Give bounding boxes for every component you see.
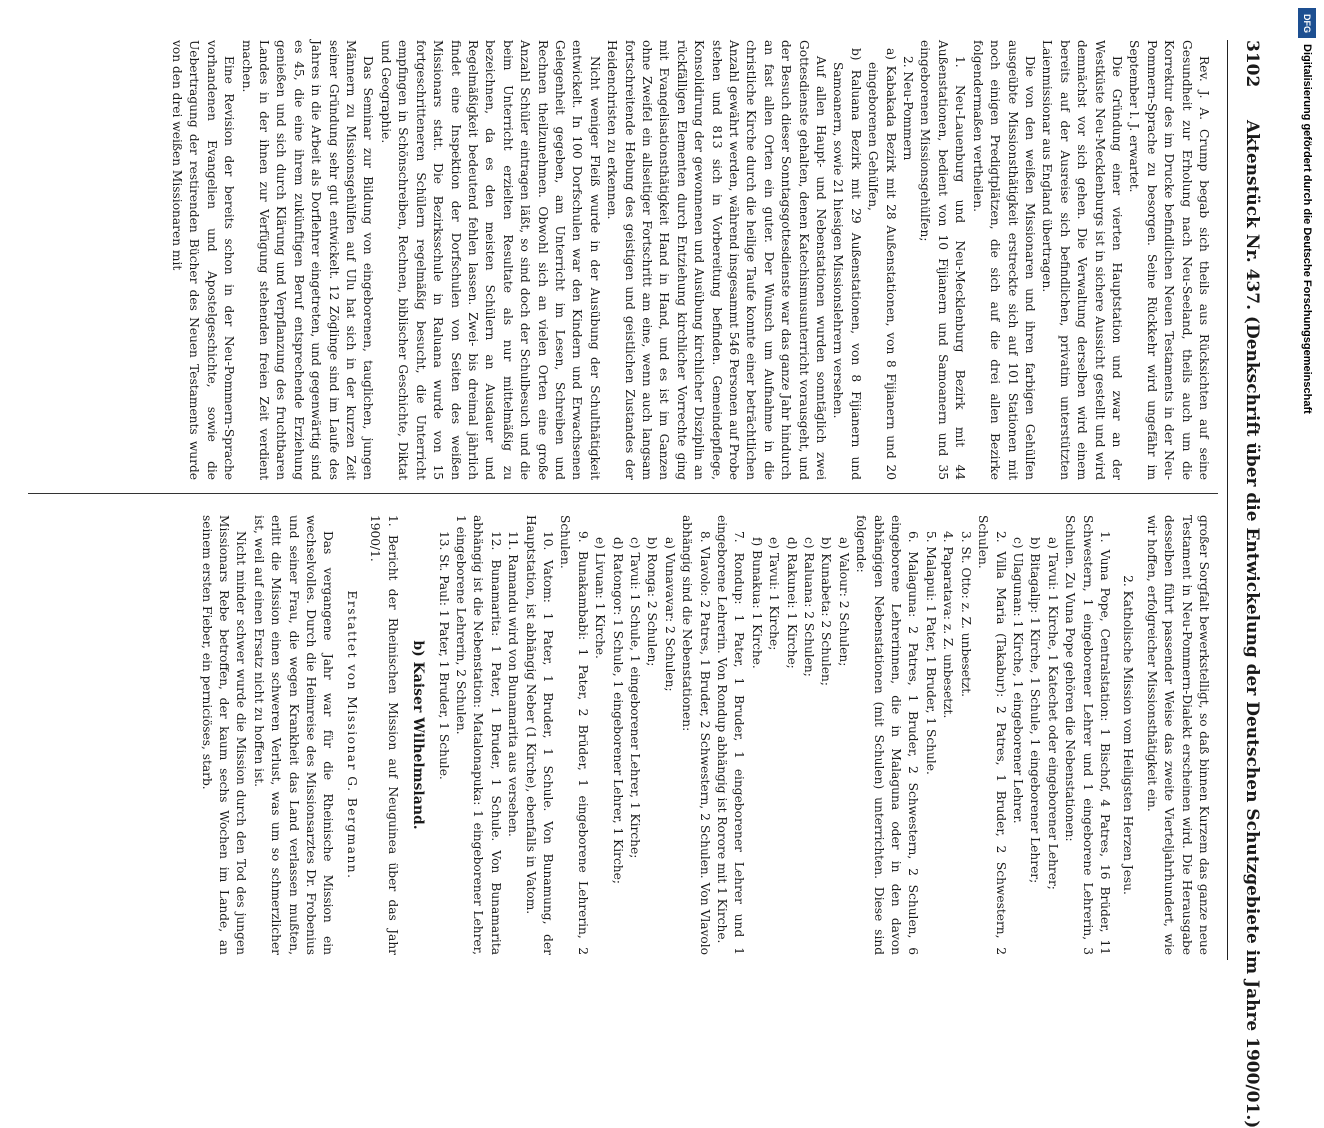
- list-item: 12. Bunamarita: 1 Pater, 1 Bruder, 1 Schule. Von Bunamarita abhängig ist die Nebenstation: Matalonapuka: 1 eingeborener Lehrer, 1 eingeborene Lehrerin, 2 Schulen.: [453, 515, 503, 955]
- paragraph: Die von den weißen Missionaren und ihren farbigen Gehülfen ausgeübte Missionsthätigkeit erstreckte sich auf 101 Stationen mit noch einigen Predigtplätzen, die sich auf die drei allen Bezirke folgendermaßen vertheilen.: [970, 40, 1037, 480]
- paragraph: Eine Revision der bereits schon in der Neu-Pommern-Sprache vorhandenen Evangelien und Apostelgeschichte, sowie die Uebertragung der restirenden Bücher des Neuen Testaments wurde von den drei weißen Missionaren mit: [170, 40, 237, 480]
- paragraph: Das Seminar zur Bildung von eingeborenen, tauglichen, jungen Männern zu Missionsgehülfen auf Ulu hat sich in der kurzen Zeit seiner Gründung sehr gut entwickelt. 12 Zöglinge sind im Laufe des Jahres in die Arbeit als Dorflehrer eingetreten, und gegenwärtig sind es 45, die eine ihrem zukünftigen Beruf entsprechende Erziehung genießen und sich durch Klärung und Verpflanzung des fruchtbaren Landes in der ihnen zur Verfügung stehenden freien Zeit verdient machen.: [239, 40, 376, 480]
- paragraph: Nicht weniger Fleiß wurde in der Ausübung der Schulthätigkeit entwickelt. In 100 Dorfschulen war den Kindern und Erwachsenen Gelegenheit gegeben, am Unterricht im Lesen, Schreiben und Rechnen theilzunehmen. Obwohl sich an vielen Orten eine große Anzahl Schüler eintragen läßt, so sind doch der Schulbesuch und die beim Unterricht erzielten Resultate als nur mittelmäßig zu bezeichnen, da es den meisten Schülern an Ausdauer und Regelmäßigkeit bedeutend fehlen lassen. Zwei- bis dreimal jährlich findet eine Inspektion der Dorfschulen von Seiten des weißen Missionars statt. Die Bezirksschule in Raluana wurde von 15 fortgeschritteneren Schülern regelmäßig besucht, die Unterricht empfingen in Schönschreiben, Rechnen, biblischer Geschichte, Diktat und Geographie.: [378, 40, 602, 480]
- dfg-logo-icon: DFG: [1298, 8, 1316, 38]
- list-item: 6. Malaguna: 2 Patres, 1 Bruder, 2 Schwestern, 2 Schulen, 6 eingeborene Lehrerinnen, die in Malaguna oder in den davon abhängigen Nebenstationen (mit Schulen) unterrichten. Diese sind folgende:: [854, 515, 921, 955]
- list-item: 9. Bunakambabi: 1 Pater, 2 Brüder, 1 eingeborene Lehrerin, 2 Schulen.: [558, 515, 590, 955]
- section-heading: b) Kaiser Wilhelmsland.: [410, 640, 427, 830]
- credit-text: Digitalisierung gefördert durch die Deutsche Forschungsgemeinschaft: [1301, 44, 1313, 414]
- list-item: f) Bunakua: 1 Kirche.: [749, 537, 764, 669]
- page-header: [1228, 40, 1268, 1128]
- list-item: a) Vunavavar: 2 Schulen;: [662, 537, 677, 692]
- paragraph: Das vergangene Jahr war für die Rheinische Mission ein wechselvolles. Durch die Heimreise des Missionsarztes Dr. Frobenius und seiner Frau, die wegen Krankheit das Land verlassen mußten, erlitt die Mission einen schweren Verlust, was um so schmerzlicher ist, weil auf einen Ersatz nicht zu hoffen ist.: [251, 515, 336, 955]
- paragraph: 2. Neu-Pommern: [901, 56, 916, 161]
- list-item: b) Raluana Bezirk mit 29 Außenstationen, von 8 Fijianern und Samoanern, sowie 21 hiesigen Missionslehrern versehen.: [831, 48, 863, 480]
- list-item: 11. Ramandu wird von Bunamarita aus versehen.: [506, 531, 521, 837]
- list-item: c) Raluana: 2 Schulen;: [802, 537, 817, 677]
- list-item: c) Ulagunan: 1 Kirche, 1 eingeborener Lehrer.: [1010, 537, 1025, 824]
- paragraph: 1. Neu-Lauenburg und Neu-Mecklenburg Bezirk mit 44 Außenstationen, bedient von 10 Fijianern und Samoanern und 35 eingeborenen Missionsgehülfen;: [918, 40, 968, 480]
- paragraph: großer Sorgfalt bewerkstelligt, so daß binnen Kurzem das ganze neue Testament in Neu-Pommern-Dialekt erscheinen wird. Die Herausgabe desselben führt passender Weise das zweite Vierteljahrhundert, wie wir hoffen, erfolgreicher Missionsthätigkeit ein.: [1144, 515, 1211, 955]
- list-item: d) Rakunei: 1 Kirche;: [784, 537, 799, 669]
- right-column: [197, 515, 1212, 955]
- column-divider: [28, 493, 1218, 494]
- list-item: 4. Paparatava: z. Z. unbesetzt.: [941, 531, 956, 719]
- list-item: c) Tavui: 1 Schule, 1 eingeborener Lehrer, 1 Kirche;: [628, 537, 642, 859]
- list-item: a) Valour: 2 Schulen;: [836, 537, 851, 667]
- list-item: e) Livuan: 1 Kirche.: [593, 537, 608, 659]
- list-item: 2. Villa Maria (Takabur): 2 Patres, 1 Bruder, 2 Schwestern, 2 Schulen.: [976, 515, 1008, 955]
- list-item: d) Ratongor: 1 Schule, 1 eingeborener Lehrer, 1 Kirche;: [610, 537, 625, 884]
- list-item: e) Tavui: 1 Kirche;: [767, 537, 782, 651]
- list-item: 3. St. Otto: z. Z. unbesetzt.: [958, 531, 973, 698]
- list-item: 13. St. Paul: 1 Pater, 1 Bruder, 1 Schule.: [436, 531, 451, 780]
- left-column: [168, 40, 1212, 480]
- paragraph: Rev. J. A. Crump begab sich theils aus Rücksichten auf seine Gesundheit zur Erholung nach Neu-Seeland, theils auch um die Korrektur des im Drucke befindlichen Neuen Testaments in der Neu-Pommern-Sprache zu besorgen. Seine Rückkehr wird ungefähr im September l. J. erwartet.: [1127, 40, 1211, 480]
- list-item: b) Bitagalip: 1 Kirche, 1 Schule, 1 eingeborener Lehrer;: [1028, 537, 1043, 884]
- list-item: 7. Rondup: 1 Pater, 1 Bruder, 1 eingeborener Lehrer und 1 eingeborene Lehrerin. Von Rondup abhängig ist Rorore mit 1 Kirche.: [715, 515, 747, 955]
- digitization-credit: [1298, 8, 1318, 988]
- section-heading: 2. Katholische Mission vom Heiligsten Herzen Jesu.: [1121, 575, 1136, 895]
- paragraph: Nicht minder schwer wurde die Mission durch den Tod des jungen Missionars Rebe betroffen, der kaum sechs Wochen im Lande, an seinem ersten Fieber, ein perniciöses, starb.: [199, 515, 249, 955]
- report-title: 1. Bericht der Rheinischen Mission auf Neuguinea über das Jahr 1900/1.: [368, 515, 400, 955]
- header-rule: [1227, 40, 1228, 960]
- list-item: b) Kunabeta: 2 Schulen;: [819, 537, 834, 686]
- running-title: Aktenstück Nr. 437. (Denkschrift über die Entwickelung der Deutschen Schutzgebiete im Jahre 1900/01.): [1242, 120, 1262, 1128]
- paragraph: Auf allen Haupt- und Nebenstationen wurden sonntäglich zwei Gottesdienste gehalten, denen Katechismusunterricht vorausgeht, und der Besuch dieser Sonntagsgottesdienste war das ganze Jahr hindurch an fast allen Orten ein guter. Der Wunsch um Aufnahme in die christliche Kirche durch die heilige Taufe konnte einer beträchtlichen Anzahl gewährt werden, während insgesammt 546 Personen auf Probe stehen und 813 sich in Vorbereitung befinden. Gemeindepflege, Konsolidirung der gewonnenen und Ausübung kirchlicher Disziplin an rückfälligen Elementen durch Entziehung kirchlicher Vorrechte ging mit Evangelisationsthätigkeit Hand in Hand, und es ist im Ganzen ohne Zweifel ein allseitiger Fortschritt am eine, wenn auch langsam fortschreitende Hebung des geistigen und geistlichen Zustandes der Heidenchristen zu erkennen.: [605, 40, 829, 480]
- list-item: b) Ronga: 2 Schulen;: [645, 537, 660, 667]
- page-number: 3102: [1242, 40, 1262, 88]
- paragraph: Die Gründung einer vierten Hauptstation und zwar an der Westküste Neu-Mecklenburgs ist in sichere Aussicht gestellt und wird demnächst vor sich gehen. Die Verwaltung derselben wird einem bereits auf der Ausreise sich befindlichen, privatim unterstützten Laienmissionar aus England übertragen.: [1040, 40, 1124, 480]
- list-item: 5. Malapui: 1 Pater, 1 Bruder, 1 Schule.: [923, 531, 938, 775]
- list-item: a) Tavui: 1 Kirche, 1 Katechet oder eingeborener Lehrer;: [1045, 537, 1060, 890]
- list-item: a) Kabakada Bezirk mit 28 Außenstationen, von 8 Fijianern und 20 eingeborenen Gehülfen,: [866, 48, 898, 480]
- report-author: Erstattet von Missionar G. Bergmann.: [344, 590, 359, 880]
- list-item: 10. Vatom: 1 Pater, 1 Bruder, 1 Schule. Von Bunamung, der Hauptstation, ist abhängig Neber (1 Kirche), ebenfalls in Vatom.: [523, 515, 555, 955]
- list-item: 1. Vuna Pope, Centralstation: 1 Bischof, 4 Patres, 16 Brüder, 11 Schwestern, 1 eingeborener Lehrer und 1 eingeborene Lehrerin, 3 Schulen. Zu Vuna Pope gehören die Nebenstationen:: [1063, 515, 1112, 955]
- list-item: 8. Vlavolo: 2 Patres, 1 Bruder, 2 Schwestern, 2 Schulen. Von Vlavolo abhängig sind die Nebenstationen:: [680, 515, 712, 955]
